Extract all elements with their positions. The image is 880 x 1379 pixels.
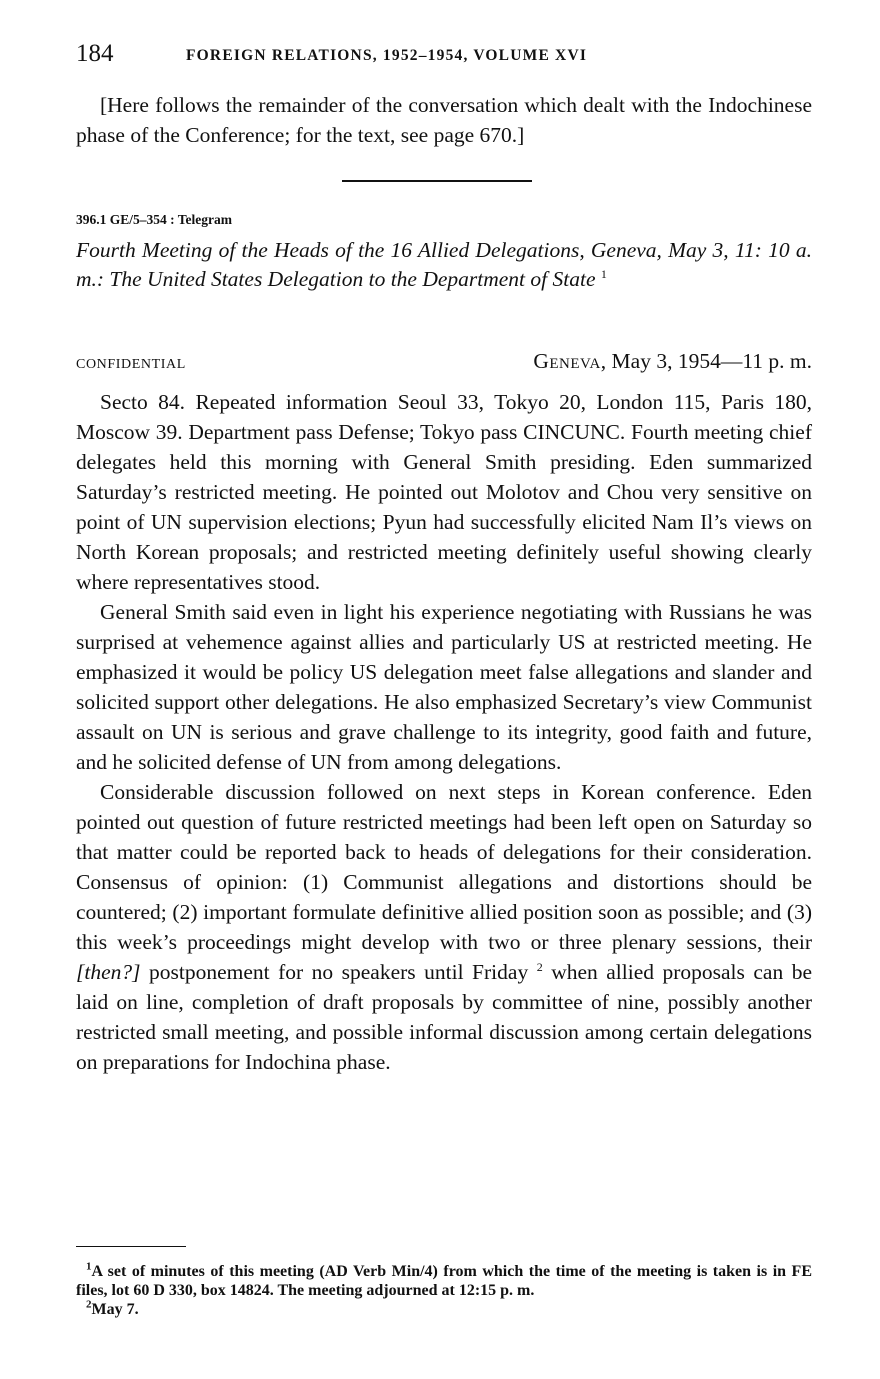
document-heading [76,236,812,294]
body-paragraph-3 [76,777,812,1077]
body-paragraph-3-part-1: Considerable discussion followed on next steps in Korean conference. Eden pointed out question of future restricted meetings had been left open on Saturday so that matter could be reported back to heads of delegations for their consideration. Consensus of opinion: (1) Communist allegations and distortions should be countered; (2) important formulate definitive allied position soon as possible; and (3) this week’s proceedings might develop with two or three plenary sessions, their [76,780,812,954]
footnote-2 [76,1300,812,1319]
footnote-rule [76,1246,186,1247]
footnote-2-text: May 7. [91,1301,139,1318]
dateline-date: , May 3, 1954—11 p. m. [600,349,812,373]
editorial-insert: [then?] [76,960,141,984]
editorial-note: [Here follows the remainder of the conversation which dealt with the Indochinese phase of the Conference; for the text, see page 670.] [76,93,812,147]
document-source-reference: 396.1 GE/5–354 : Telegram [76,212,232,227]
dateline-place: Geneva [533,349,601,373]
footnote-reference-1: 1 [600,266,607,281]
footnotes [76,1262,812,1319]
footnote-1 [76,1262,812,1300]
body-paragraph-1: Secto 84. Repeated information Seoul 33, Tokyo 20, London 115, Paris 180, Moscow 39. Department pass Defense; Tokyo pass CINCUNC. Fourth meeting chief delegates held this morning with General Smith presiding. Eden summarized Saturday’s restricted meeting. He pointed out Molotov and Chou very sensitive on point of UN supervision elections; Pyun had successfully elicited Nam Il’s views on North Korean proposals; and restricted meeting definitely useful showing clearly where representatives stood. [76,390,812,594]
footnote-2-mark: 2 [86,1298,92,1311]
classification-marking: CONFIDENTIAL [76,357,186,372]
running-title: FOREIGN RELATIONS, 1952–1954, VOLUME XVI [186,47,588,64]
dateline [533,349,812,374]
footnote-reference-2: 2 [536,959,543,974]
running-head [76,40,812,70]
footnote-1-text: A set of minutes of this meeting (AD Verb Min/4) from which the time of the meeting is taken is in FE files, lot 60 D 330, box 14824. The meeting adjourned at 12:15 p. m. [76,1263,812,1299]
document-heading-text: Fourth Meeting of the Heads of the 16 Allied Delegations, Geneva, May 3, 11: 10 a. m.: The United States Delegation to the Department of State [76,238,812,291]
body-paragraph-3-part-2: postponement for no speakers until Friday [140,960,529,984]
page-number: 184 [76,40,114,67]
body-paragraph-2: General Smith said even in light his experience negotiating with Russians he was surprised at vehemence against allies and particularly US at restricted meeting. He emphasized it would be policy US delegation meet false allegations and slander and solicited support other delegations. He also emphasized Secretary’s view Communist assault on UN is serious and grave challenge to its integrity, good faith and future, and he solicited defense of UN from among delegations. [76,600,812,774]
body-paragraph-3-part-3: when allied proposals can be laid on line, completion of draft proposals by committee of nine, possibly another restricted small meeting, and possible informal discussion among certain delegations on preparations for Indochina phase. [76,960,813,1074]
telegram-body [76,387,812,1077]
section-divider [342,180,532,182]
footnote-1-mark: 1 [86,1260,92,1273]
